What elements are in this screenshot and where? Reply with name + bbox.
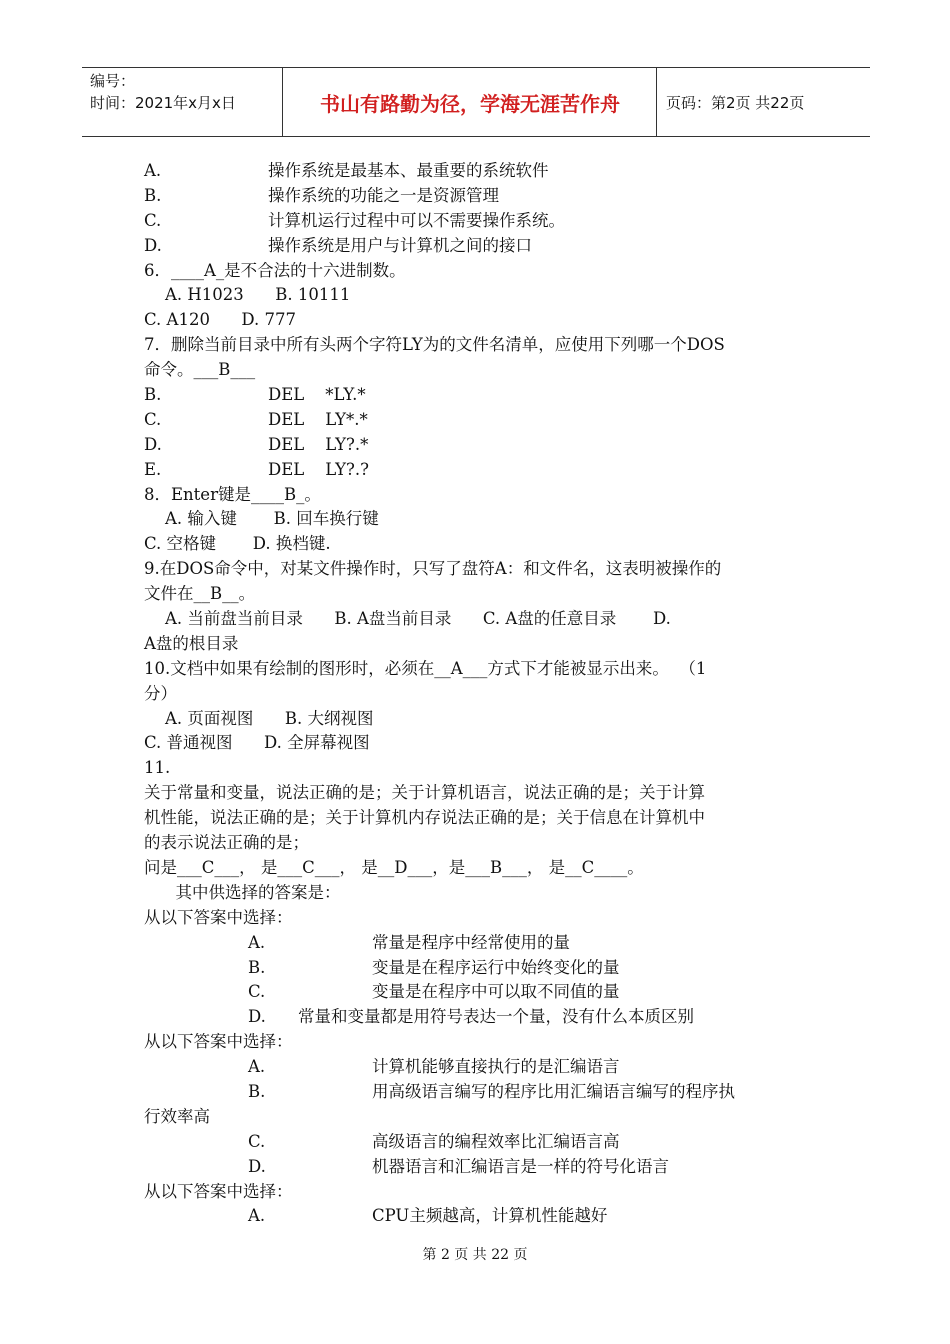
line-text: DEL *LY.*: [268, 385, 366, 405]
option-label: C.: [144, 210, 162, 230]
line-text: DEL LY*.*: [268, 409, 368, 429]
option-label: C.: [248, 1131, 266, 1151]
line-text: CPU主频越高，计算机性能越好: [372, 1206, 608, 1226]
header-divider: [656, 68, 657, 136]
text-line: [144, 756, 824, 781]
line-text: A. 输入键 B. 回车换行键: [144, 509, 379, 529]
header-meta: [90, 70, 236, 114]
option-label: E.: [144, 459, 162, 479]
line-text: 关于常量和变量，说法正确的是；关于计算机语言，说法正确的是；关于计算: [144, 783, 705, 803]
number-label: 编号：: [90, 72, 136, 90]
text-line: [144, 1005, 824, 1030]
text-line: [144, 184, 824, 209]
line-text: 命令。___B___: [144, 360, 256, 380]
option-label: B.: [144, 385, 162, 405]
text-line: [144, 906, 824, 931]
line-text: 高级语言的编程效率比汇编语言高: [372, 1131, 620, 1151]
text-line: [144, 856, 824, 881]
line-text: 操作系统的功能之一是资源管理: [268, 185, 499, 205]
line-text: 计算机能够直接执行的是汇编语言: [372, 1057, 620, 1077]
option-label: A.: [248, 932, 266, 952]
line-text: 机器语言和汇编语言是一样的符号化语言: [372, 1156, 669, 1176]
line-text: 的表示说法正确的是；: [144, 833, 309, 853]
text-line: [144, 1055, 824, 1080]
text-line: [144, 532, 824, 557]
line-text: 常量是程序中经常使用的量: [372, 932, 570, 952]
text-line: [144, 333, 824, 358]
text-line: [144, 607, 824, 632]
text-line: [144, 657, 824, 682]
text-line: [144, 980, 824, 1005]
line-text: 6．____A_是不合法的十六进制数。: [144, 260, 406, 280]
line-text: 变量是在程序运行中始终变化的量: [372, 957, 620, 977]
text-line: [144, 1130, 824, 1155]
option-label: C.: [144, 409, 162, 429]
document-body: [144, 159, 824, 1229]
line-text: A盘的根目录: [144, 633, 239, 653]
line-text: 操作系统是用户与计算机之间的接口: [268, 235, 532, 255]
text-line: [144, 1180, 824, 1205]
option-label: D.: [248, 1156, 266, 1176]
line-text: 机性能，说法正确的是；关于计算机内存说法正确的是；关于信息在计算机中: [144, 808, 705, 828]
text-line: [144, 731, 824, 756]
line-text: C. 空格键 D. 换档键.: [144, 534, 331, 554]
text-line: [144, 159, 824, 184]
option-label: B.: [248, 957, 266, 977]
line-text: 从以下答案中选择：: [144, 907, 293, 927]
text-line: [144, 358, 824, 383]
option-label: A.: [248, 1206, 266, 1226]
option-label: A.: [248, 1057, 266, 1077]
line-text: 8．Enter键是____B_。: [144, 484, 321, 504]
line-text: A. 当前盘当前目录 B. A盘当前目录 C. A盘的任意目录 D.: [144, 609, 671, 629]
text-line: [144, 259, 824, 284]
date-line: 时间：2021年x月x日: [90, 94, 236, 112]
text-line: [144, 881, 824, 906]
text-line: [144, 707, 824, 732]
text-line: [144, 383, 824, 408]
line-text: 10.文档中如果有绘制的图形时，必须在__A___方式下才能被显示出来。 （1: [144, 658, 707, 678]
line-text: 9.在DOS命令中，对某文件操作时，只写了盘符A：和文件名，这表明被操作的: [144, 559, 722, 579]
text-line: [144, 308, 824, 333]
line-text: 其中供选择的答案是：: [144, 882, 341, 902]
line-text: 操作系统是最基本、最重要的系统软件: [268, 161, 549, 180]
line-text: 计算机运行过程中可以不需要操作系统。: [268, 210, 565, 230]
text-line: [144, 1105, 824, 1130]
text-line: [144, 781, 824, 806]
option-label: D.: [248, 1007, 266, 1027]
option-label: B.: [144, 185, 162, 205]
option-label: B.: [248, 1081, 266, 1101]
text-line: [144, 507, 824, 532]
header-page-info: 页码：第2页 共22页: [666, 93, 805, 112]
line-text: A. H1023 B. 10111: [144, 285, 351, 305]
text-line: [144, 632, 824, 657]
line-text: 从以下答案中选择：: [144, 1032, 293, 1052]
header-motto: 书山有路勤为径，学海无涯苦作舟: [320, 91, 620, 116]
line-text: 11.: [144, 758, 171, 778]
line-text: 用高级语言编写的程序比用汇编语言编写的程序执: [372, 1081, 735, 1101]
text-line: [144, 931, 824, 956]
text-line: [144, 1155, 824, 1180]
line-text: 问是___C___， 是___C___， 是__D___，是___B___， 是__C____。: [144, 857, 644, 877]
line-text: DEL LY?.?: [268, 459, 369, 479]
text-line: [144, 1204, 824, 1229]
text-line: [144, 557, 824, 582]
line-text: C. 普通视图 D. 全屏幕视图: [144, 733, 370, 753]
header-divider: [282, 68, 283, 136]
page-header: [82, 67, 870, 137]
text-line: [144, 806, 824, 831]
line-text: DEL LY?.*: [268, 434, 369, 454]
text-line: [144, 956, 824, 981]
text-line: [144, 831, 824, 856]
text-line: [144, 582, 824, 607]
line-text: 常量和变量都是用符号表达一个量，没有什么本质区别: [298, 1007, 694, 1027]
line-text: 7．删除当前目录中所有头两个字符LY为的文件名清单，应使用下列哪一个DOS: [144, 335, 725, 355]
text-line: [144, 408, 824, 433]
text-line: [144, 458, 824, 483]
option-label: D.: [144, 434, 162, 454]
line-text: 文件在__B__。: [144, 584, 256, 604]
text-line: [144, 483, 824, 508]
line-text: 变量是在程序中可以取不同值的量: [372, 982, 620, 1002]
line-text: 从以下答案中选择：: [144, 1181, 293, 1201]
text-line: [144, 1080, 824, 1105]
text-line: [144, 283, 824, 308]
option-label: D.: [144, 235, 162, 255]
line-text: 行效率高: [144, 1106, 210, 1126]
option-label: C.: [248, 982, 266, 1002]
line-text: A. 页面视图 B. 大纲视图: [144, 708, 374, 728]
line-text: C. A120 D. 777: [144, 310, 297, 330]
text-line: [144, 1030, 824, 1055]
text-line: [144, 209, 824, 234]
text-line: [144, 234, 824, 259]
line-text: 分）: [144, 683, 177, 703]
page-footer: 第 2 页 共 22 页: [422, 1247, 528, 1263]
text-line: [144, 433, 824, 458]
text-line: [144, 682, 824, 707]
option-label: A.: [144, 161, 162, 180]
